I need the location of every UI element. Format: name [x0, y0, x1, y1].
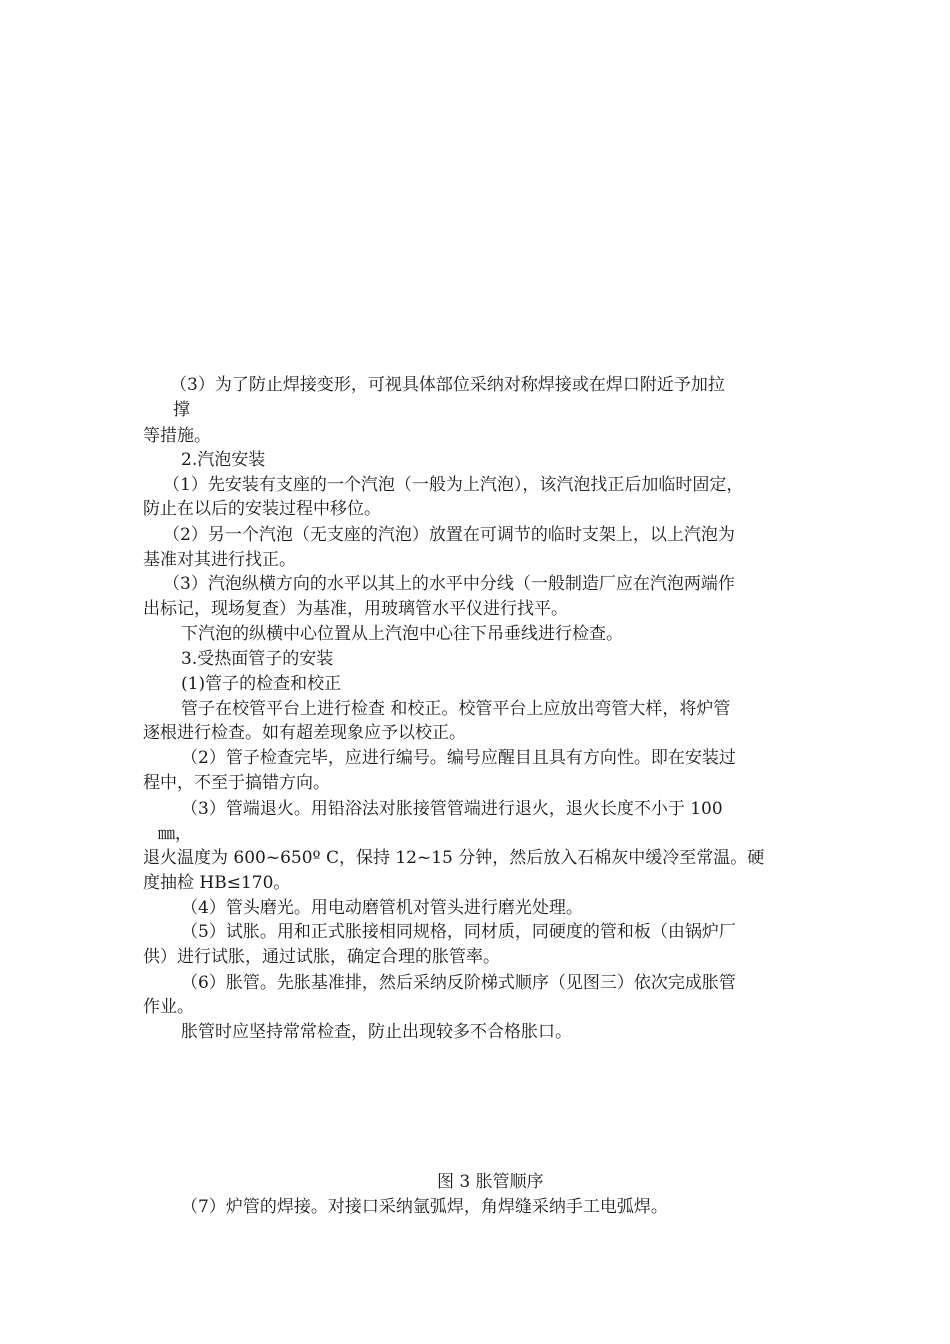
paragraph-line: 管子在校管平台上进行检查 和校正。校管平台上应放出弯管大样，将炉管 — [181, 699, 731, 719]
paragraph-line: 胀管时应坚持常常检查，防止出现较多不合格胀口。 — [181, 1022, 572, 1042]
paragraph-line: （2）另一个汽泡（无支座的汽泡）放置在可调节的临时支架上，以上汽泡为 — [163, 525, 735, 545]
section-heading: 2.汽泡安装 — [181, 450, 266, 470]
paragraph-line: 退火温度为 600~650º C，保持 12~15 分钟，然后放入石棉灰中缓冷至常温。硬 — [143, 848, 765, 868]
paragraph-line: （3）汽泡纵横方向的水平以其上的水平中分线（一般制造厂应在汽泡两端作 — [163, 574, 735, 594]
paragraph-line: 撑 — [173, 400, 190, 420]
paragraph-line: 度抽检 HB≤170。 — [143, 873, 291, 893]
figure-caption: 图 3 胀管顺序 — [437, 1172, 544, 1192]
section-heading: 3.受热面管子的安装 — [181, 649, 334, 669]
paragraph-line: 供）进行试胀，通过试胀，确定合理的胀管率。 — [143, 947, 500, 967]
paragraph-line: 出标记，现场复查）为基准，用玻璃管水平仪进行找平。 — [143, 599, 568, 619]
paragraph-line: 作业。 — [143, 997, 194, 1017]
paragraph-line: （2）管子检查完毕，应进行编号。编号应醒目且具有方向性。即在安装过 — [181, 748, 736, 768]
paragraph-line: （3）为了防止焊接变形，可视具体部位采纳对称焊接或在焊口附近予加拉 — [170, 375, 725, 395]
paragraph-line: （5）试胀。用和正式胀接相同规格，同材质，同硬度的管和板（由锅炉厂 — [181, 922, 736, 942]
paragraph-line: ㎜， — [158, 824, 192, 844]
paragraph-line: （3）管端退火。用铅浴法对胀接管管端进行退火，退火长度不小于 100 — [181, 799, 723, 819]
paragraph-line: （1）先安装有支座的一个汽泡（一般为上汽泡），该汽泡找正后加临时固定， — [163, 475, 744, 495]
paragraph-line: 等措施。 — [143, 426, 211, 446]
paragraph-line: 防止在以后的安装过程中移位。 — [143, 499, 381, 519]
paragraph-line: 下汽泡的纵横中心位置从上汽泡中心往下吊垂线进行检查。 — [181, 624, 623, 644]
paragraph-line: 基准对其进行找正。 — [143, 550, 296, 570]
subsection-heading: (1)管子的检查和校正 — [181, 674, 342, 694]
paragraph-line: （4）管头磨光。用电动磨管机对管头进行磨光处理。 — [181, 898, 583, 918]
paragraph-line: （7）炉管的焊接。对接口采纳氩弧焊，角焊缝采纳手工电弧焊。 — [181, 1197, 668, 1217]
paragraph-line: （6）胀管。先胀基准排，然后采纳反阶梯式顺序（见图三）依次完成胀管 — [181, 973, 736, 993]
paragraph-line: 程中，不至于搞错方向。 — [143, 773, 330, 793]
paragraph-line: 逐根进行检查。如有超差现象应予以校正。 — [143, 723, 466, 743]
